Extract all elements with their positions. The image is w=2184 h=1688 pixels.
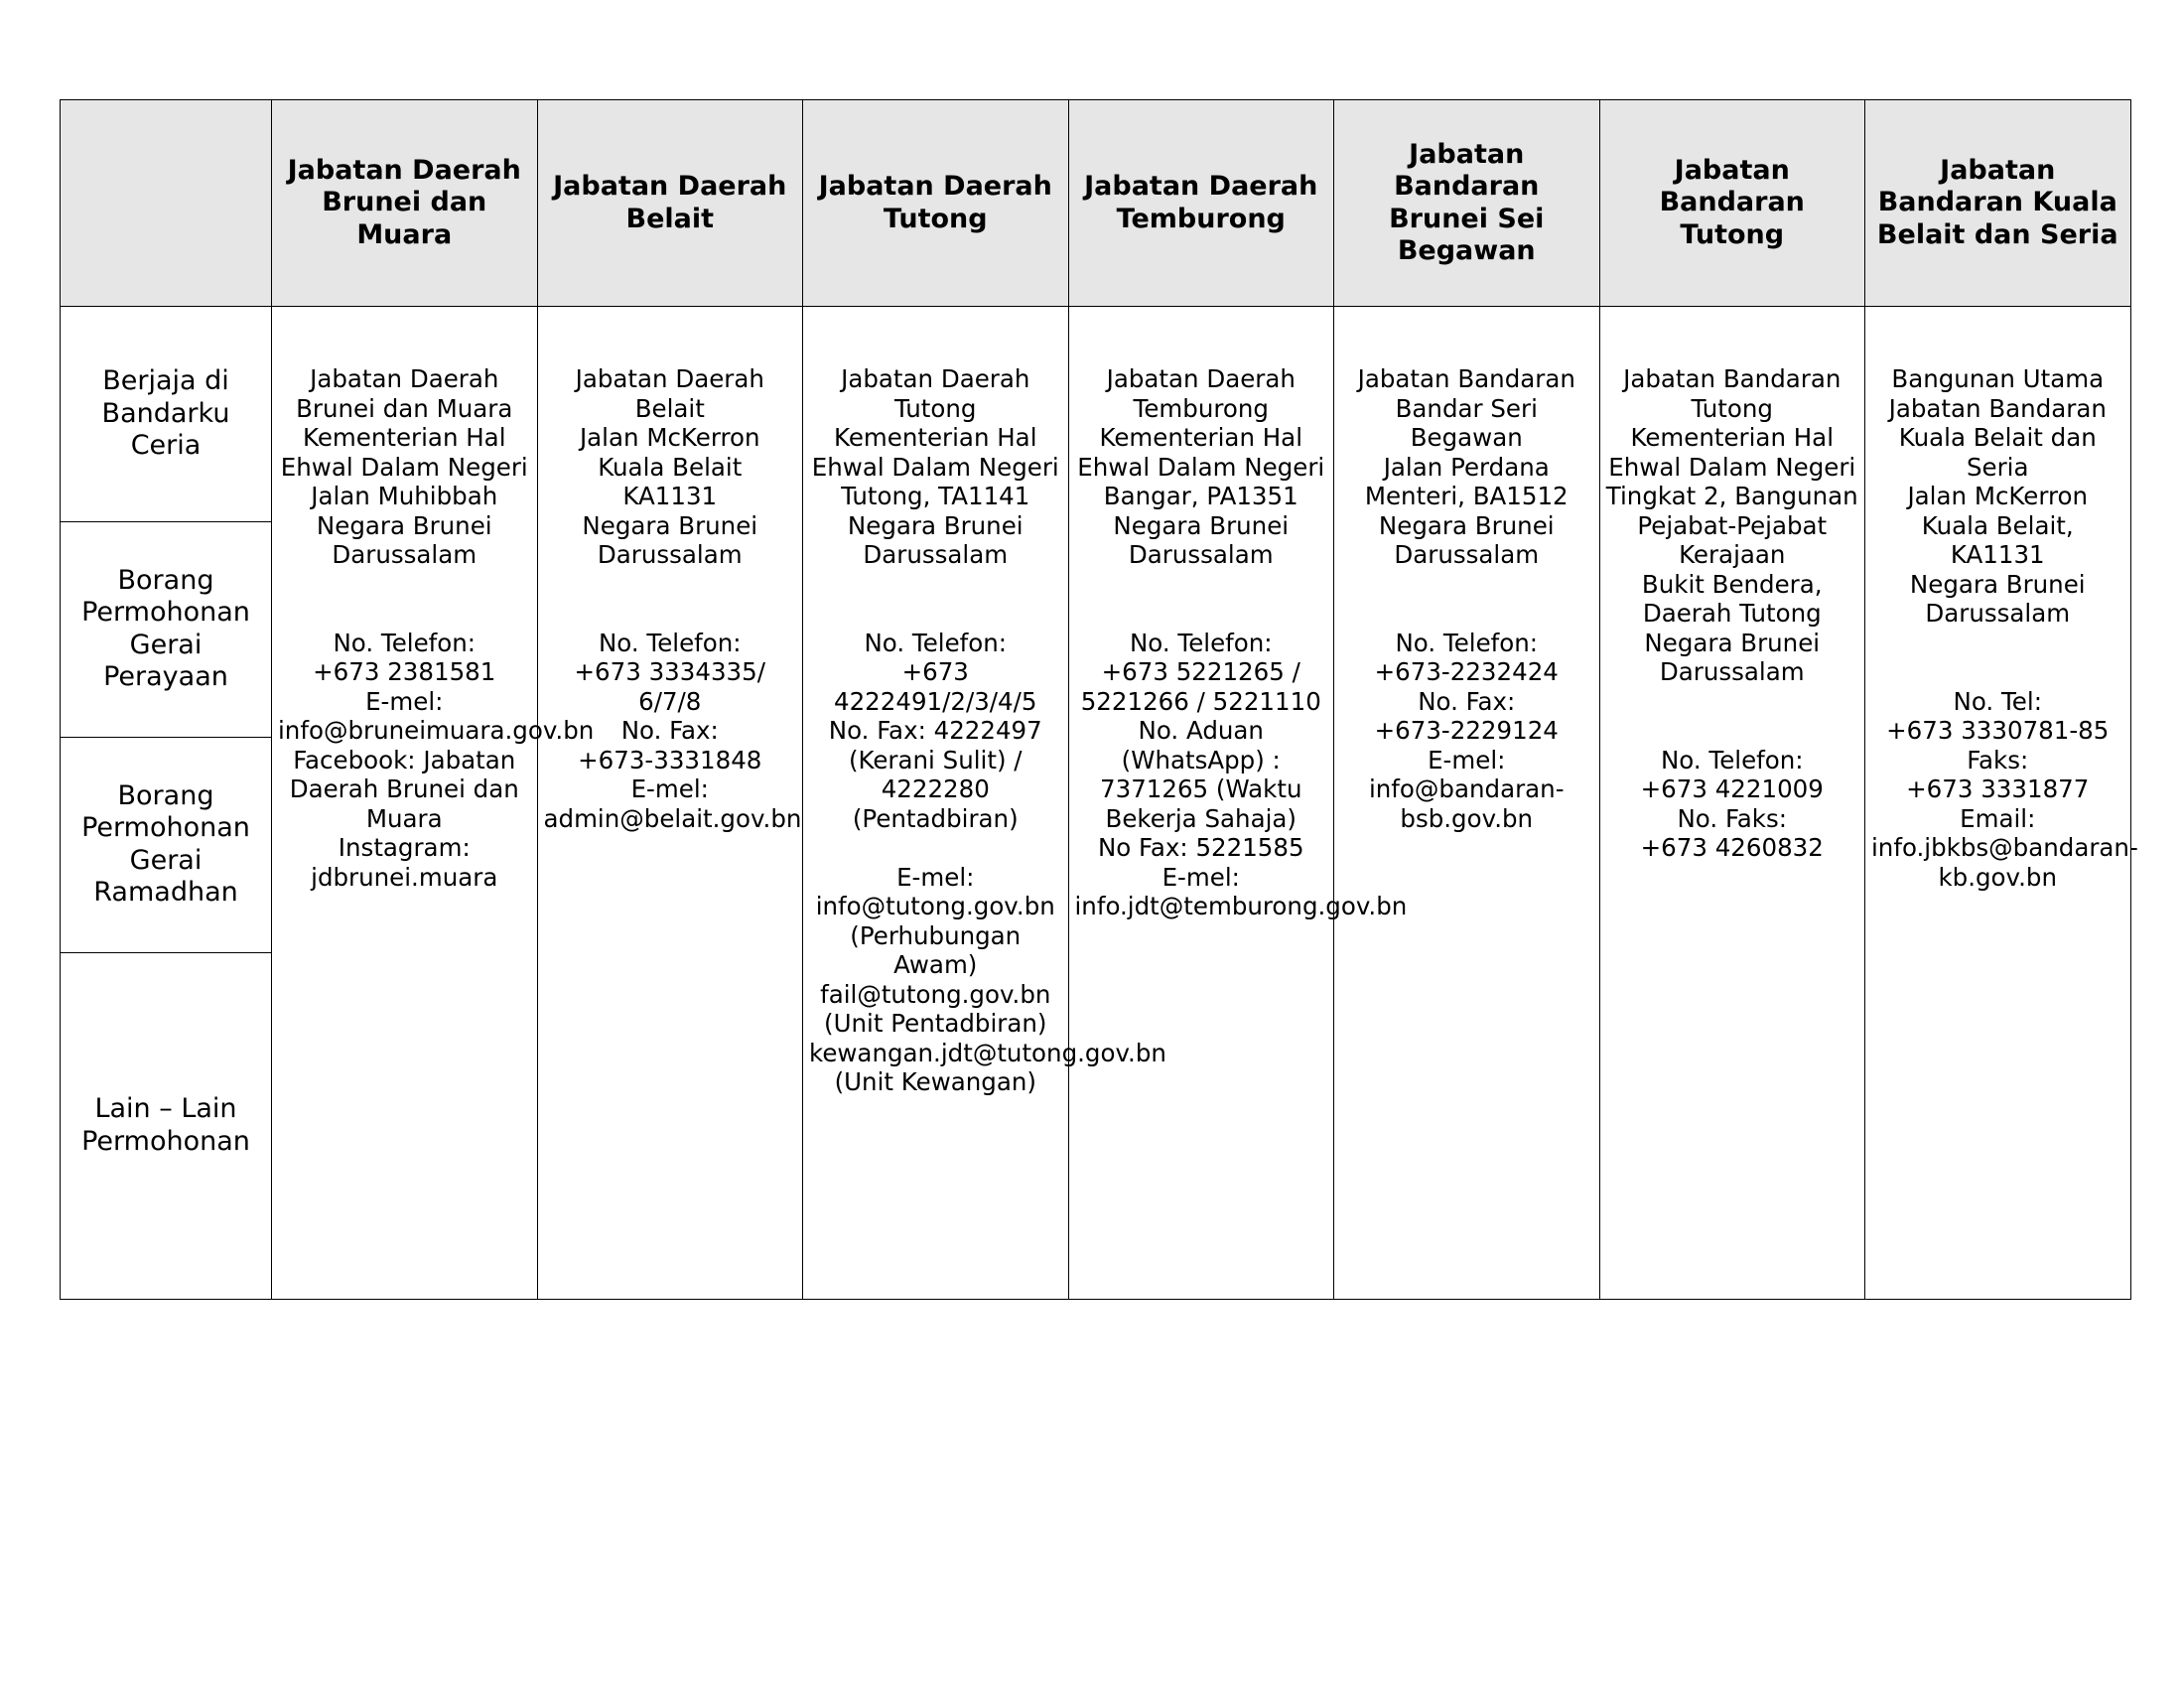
header-bandaran-tutong: Jabatan Bandaran Tutong [1599, 100, 1865, 307]
address-line: Bangunan Utama Jabatan Bandaran Kuala Belait dan Seria [1888, 364, 2107, 482]
email-label: E-mel: [365, 686, 444, 716]
contact-cell-belait [537, 307, 803, 1300]
complaint-line: No. Aduan (WhatsApp) : 7371265 (Waktu Bekerja Sahaja) [1100, 716, 1302, 833]
phone-value: +673 4221009 [1640, 774, 1824, 803]
phone-value: +673-2232424 [1374, 657, 1559, 686]
address-line: Jalan McKerron [579, 423, 760, 452]
email-value: info@bandaran-bsb.gov.bn [1368, 774, 1565, 833]
address-line: KA1131 [622, 482, 718, 510]
email-label: E-mel: [896, 862, 975, 892]
email-label: E-mel: [630, 774, 709, 803]
address-line: Jabatan Daerah Tutong [841, 364, 1030, 423]
header-dept-temburong: Jabatan Daerah Temburong [1068, 100, 1334, 307]
address-line: Kementerian Hal Ehwal Dalam Negeri [1608, 423, 1856, 482]
spacer [1075, 599, 1328, 629]
email-value: info@bruneimuara.gov.bn [278, 716, 595, 745]
spacer [278, 570, 531, 600]
contact-cell-bandaran-kb-seria [1865, 307, 2138, 1300]
spacer [1871, 629, 2124, 658]
header-dept-belait: Jabatan Daerah Belait [537, 100, 803, 307]
address-line: Bukit Bendera, Daerah Tutong [1641, 569, 1823, 628]
address-line: Jabatan Daerah Temburong [1106, 364, 1296, 423]
spacer [809, 833, 1062, 863]
spacer [544, 570, 797, 600]
phone-value: +673 2381581 [313, 657, 496, 686]
phone-value: +673 3334335/ 6/7/8 [574, 657, 765, 716]
email-value: info.jbkbs@bandaran-kb.gov.bn [1871, 833, 2138, 892]
email-value: fail@tutong.gov.bn (Unit Pentadbiran) [820, 979, 1051, 1038]
phone-label: No. Telefon: [1660, 745, 1804, 774]
email-value: kewangan.jdt@tutong.gov.bn (Unit Kewangan) [809, 1038, 1166, 1096]
fax-value: +673-3331848 [578, 745, 762, 774]
fax-line: No Fax: 5221585 [1097, 833, 1304, 862]
instagram-value: jdbrunei.muara [311, 862, 498, 892]
address-line: Tingkat 2, Bangunan Pejabat-Pejabat Kerajaan [1605, 482, 1858, 569]
address-line: Negara Brunei Darussalam [847, 510, 1024, 569]
address-line: Jalan Perdana Menteri, BA1512 [1364, 452, 1569, 510]
spacer [809, 599, 1062, 629]
header-dept-brunei-muara: Jabatan Daerah Brunei dan Muara [272, 100, 538, 307]
header-row [61, 100, 2131, 307]
spacer [1606, 687, 1859, 717]
phone-value: +673 4222491/2/3/4/5 [834, 657, 1037, 716]
instagram-label: Instagram: [338, 833, 471, 862]
address-line: Bangar, PA1351 [1103, 482, 1298, 510]
spacer [278, 599, 531, 629]
header-bandaran-bsb: Jabatan Bandaran Brunei Sei Begawan [1334, 100, 1600, 307]
address-line: Jalan Muhibbah [311, 482, 498, 510]
email-value: info.jdt@temburong.gov.bn [1074, 892, 1408, 920]
address-line: Jabatan Bandaran Tutong [1623, 364, 1842, 423]
fax-label: No. Fax: [1418, 686, 1516, 716]
fax-value: +673 3331877 [1906, 774, 2090, 803]
address-line: Jabatan Daerah Belait [575, 364, 764, 423]
address-line: Negara Brunei Darussalam [582, 510, 758, 569]
address-line: Kementerian Hal Ehwal Dalam Negeri [1077, 423, 1325, 482]
email-label: E-mel: [1428, 745, 1506, 774]
address-line: Negara Brunei Darussalam [1378, 510, 1555, 569]
phone-value: +673 3330781-85 [1886, 716, 2110, 745]
address-line: Jabatan Daerah Brunei dan Muara [296, 364, 513, 423]
category-cell: Borang Permohonan Gerai Perayaan [61, 521, 272, 737]
email-value: admin@belait.gov.bn [543, 803, 802, 833]
contact-cell-bandaran-tutong [1599, 307, 1865, 1300]
facebook-line: Facebook: Jabatan Daerah Brunei dan Muara [289, 745, 519, 833]
address-line: Negara Brunei Darussalam [1644, 628, 1821, 686]
address-line: Kementerian Hal Ehwal Dalam Negeri [811, 423, 1059, 482]
fax-value: +673-2229124 [1374, 716, 1559, 745]
address-line: Kuala Belait, KA1131 [1921, 510, 2074, 569]
header-bandaran-kb-seria: Jabatan Bandaran Kuala Belait dan Seria [1865, 100, 2131, 307]
contact-cell-brunei-muara [272, 307, 595, 1300]
contact-cell-tutong [803, 307, 1166, 1300]
spacer [809, 570, 1062, 600]
phone-label: No. Telefon: [1395, 628, 1539, 657]
address-line: Jalan McKerron [1907, 482, 2089, 510]
email-value: info@tutong.gov.bn (Perhubungan Awam) [815, 892, 1055, 979]
phone-label: No. Telefon: [333, 628, 477, 657]
fax-label: No. Fax: [620, 716, 719, 745]
fax-value: +673 4260832 [1640, 833, 1824, 862]
spacer [1606, 716, 1859, 746]
fax-label: Faks: [1967, 745, 2029, 774]
category-cell: Berjaja di Bandarku Ceria [61, 307, 272, 522]
phone-label: No. Telefon: [1129, 628, 1273, 657]
spacer [1340, 570, 1593, 600]
address-line: Negara Brunei Darussalam [316, 510, 492, 569]
contact-cell-temburong [1068, 307, 1408, 1300]
address-line: Negara Brunei Darussalam [1113, 510, 1290, 569]
address-line: Tutong, TA1141 [841, 482, 1030, 510]
category-cell: Lain – Lain Permohonan [61, 952, 272, 1299]
category-cell: Borang Permohonan Gerai Ramadhan [61, 737, 272, 952]
email-label: E-mel: [1161, 862, 1240, 892]
address-line: Kementerian Hal Ehwal Dalam Negeri [280, 423, 528, 482]
phone-label: No. Telefon: [598, 628, 742, 657]
email-label: Email: [1960, 803, 2036, 833]
address-line: Jabatan Bandaran Bandar Seri Begawan [1357, 364, 1575, 452]
spacer [1871, 657, 2124, 687]
address-line: Negara Brunei Darussalam [1909, 569, 2086, 628]
header-dept-tutong: Jabatan Daerah Tutong [803, 100, 1069, 307]
phone-label: No. Tel: [1953, 686, 2042, 716]
contact-directory-table [60, 99, 2138, 1300]
spacer [1075, 570, 1328, 600]
fax-line: No. Fax: 4222497 (Kerani Sulit) / 4222280 (Pentadbiran) [828, 716, 1042, 833]
spacer [1340, 599, 1593, 629]
phone-label: No. Telefon: [864, 628, 1008, 657]
phone-value: +673 5221265 / 5221266 / 5221110 [1080, 657, 1321, 716]
table-row [61, 307, 2131, 522]
header-blank-cell [61, 100, 272, 307]
contact-cell-bandaran-bsb [1334, 307, 1600, 1300]
fax-label: No. Faks: [1677, 803, 1788, 833]
spacer [544, 599, 797, 629]
address-line: Kuala Belait [598, 452, 743, 482]
